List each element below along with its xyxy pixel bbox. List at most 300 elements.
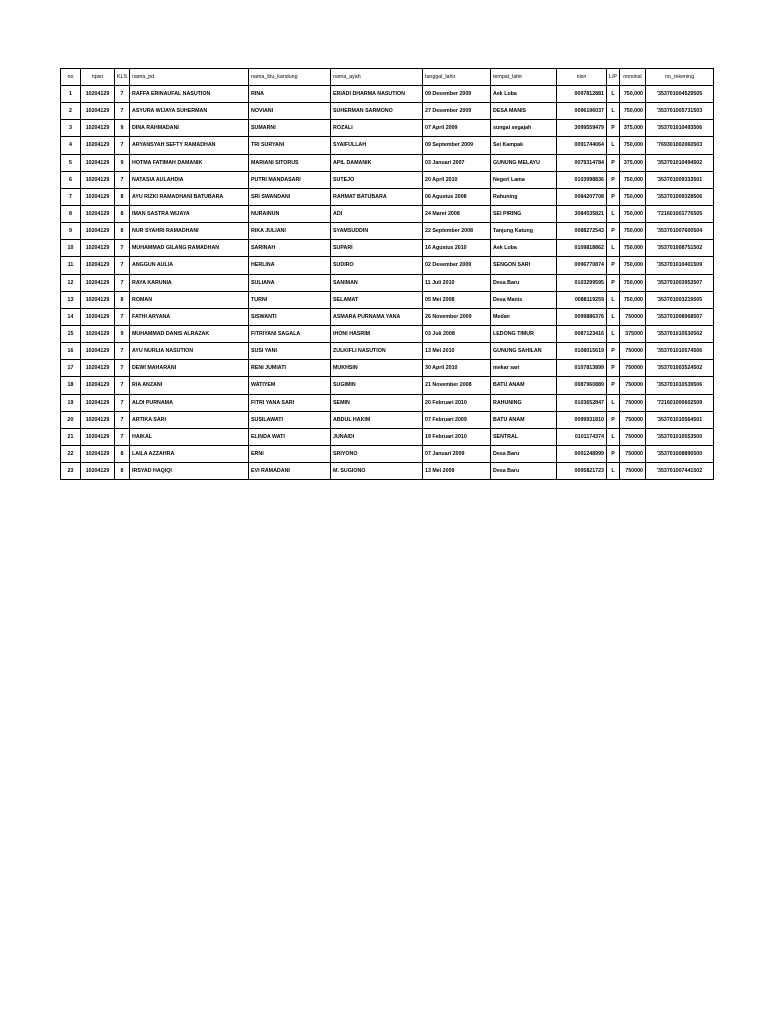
cell-nama-ibu-kandung: SUSILAWATI — [249, 411, 331, 428]
cell-no-rekening: '353701003524502 — [645, 360, 713, 377]
cell-kls: 9 — [115, 154, 130, 171]
cell-tanggal-lahir: 09 September 2009 — [423, 137, 491, 154]
cell-nominal: 750,000 — [619, 137, 645, 154]
cell-nisn: 0087960889 — [557, 377, 607, 394]
cell-tanggal-lahir: 03 Januari 2007 — [423, 154, 491, 171]
cell-nisn: 0109818862 — [557, 240, 607, 257]
table-row — [61, 274, 714, 291]
cell-tempat-lahir: Desa Baru — [491, 463, 557, 480]
cell-nama-pd: MUHAMMAD GILANG RAMADHAN — [130, 240, 249, 257]
cell-npsn: 10204129 — [81, 103, 115, 120]
cell-nisn: 0084207708 — [557, 188, 607, 205]
cell-npsn: 10204129 — [81, 171, 115, 188]
cell-kls: 7 — [115, 377, 130, 394]
cell-nama-pd: RAFFA ERINAUFAL NASUTION — [130, 86, 249, 103]
cell-lp: L — [607, 205, 620, 222]
cell-no-rekening: '721601001776505 — [645, 205, 713, 222]
cell-tempat-lahir: SENTRAL — [491, 428, 557, 445]
cell-nama-ayah: SELAMAT — [331, 291, 423, 308]
cell-lp: P — [607, 120, 620, 137]
cell-kls: 8 — [115, 223, 130, 240]
table-row — [61, 428, 714, 445]
cell-nominal: 750,000 — [619, 240, 645, 257]
cell-tanggal-lahir: 26 November 2009 — [423, 308, 491, 325]
cell-tanggal-lahir: 07 April 2009 — [423, 120, 491, 137]
cell-nama-ayah: MUKHSIN — [331, 360, 423, 377]
cell-tanggal-lahir: 30 April 2010 — [423, 360, 491, 377]
cell-no-rekening: '353701008968507 — [645, 308, 713, 325]
cell-npsn: 10204129 — [81, 120, 115, 137]
table-row — [61, 86, 714, 103]
cell-nama-ibu-kandung: MARIANI SITORUS — [249, 154, 331, 171]
cell-nama-ibu-kandung: TURNI — [249, 291, 331, 308]
table-row — [61, 377, 714, 394]
cell-no: 15 — [61, 325, 81, 342]
cell-nama-pd: MUHAMMAD DANIS ALRAZAK — [130, 325, 249, 342]
cell-kls: 8 — [115, 205, 130, 222]
cell-nama-ibu-kandung: EVI RAMADANI — [249, 463, 331, 480]
cell-nama-ibu-kandung: RINA — [249, 86, 331, 103]
cell-no-rekening: '353701010493506 — [645, 120, 713, 137]
cell-tanggal-lahir: 27 Desember 2009 — [423, 103, 491, 120]
cell-nisn: 0101174374 — [557, 428, 607, 445]
cell-tempat-lahir: SENGON SARI — [491, 257, 557, 274]
cell-nama-pd: AYU NURLIA NASUTION — [130, 343, 249, 360]
cell-nama-ibu-kandung: WATIYEM — [249, 377, 331, 394]
cell-no: 17 — [61, 360, 81, 377]
cell-no: 22 — [61, 445, 81, 462]
cell-no-rekening: '769301002060503 — [645, 137, 713, 154]
column-header-no-rekening: no_rekening — [645, 69, 713, 86]
cell-nama-ibu-kandung: NURAINUN — [249, 205, 331, 222]
cell-kls: 8 — [115, 291, 130, 308]
cell-tempat-lahir: SEI PIRING — [491, 205, 557, 222]
table-row — [61, 411, 714, 428]
cell-kls: 7 — [115, 137, 130, 154]
cell-lp: L — [607, 86, 620, 103]
cell-no: 13 — [61, 291, 81, 308]
cell-tempat-lahir: Desa Manis — [491, 291, 557, 308]
table-row — [61, 308, 714, 325]
cell-nama-pd: ANGGUN AULIA — [130, 257, 249, 274]
cell-no: 21 — [61, 428, 81, 445]
cell-no-rekening: '353701009333501 — [645, 171, 713, 188]
cell-nama-ayah: SUPARI — [331, 240, 423, 257]
cell-npsn: 10204129 — [81, 86, 115, 103]
cell-no: 10 — [61, 240, 81, 257]
cell-nama-ibu-kandung: RENI JUMIATI — [249, 360, 331, 377]
cell-kls: 8 — [115, 463, 130, 480]
cell-no-rekening: '353701008890500 — [645, 445, 713, 462]
cell-nominal: 750000 — [619, 377, 645, 394]
cell-tempat-lahir: BATU ANAM — [491, 411, 557, 428]
column-header-tanggal-lahir: tanggal_lahir — [423, 69, 491, 86]
cell-nama-pd: FATHI ARYANA — [130, 308, 249, 325]
cell-nama-pd: LAILA AZZAHRA — [130, 445, 249, 462]
cell-lp: L — [607, 394, 620, 411]
cell-nominal: 375000 — [619, 325, 645, 342]
table-row — [61, 103, 714, 120]
cell-nama-ayah: M. SUGIONO — [331, 463, 423, 480]
cell-nama-pd: ALDI PURNAMA — [130, 394, 249, 411]
cell-npsn: 10204129 — [81, 291, 115, 308]
cell-nominal: 750000 — [619, 428, 645, 445]
cell-nama-ibu-kandung: NOVIANI — [249, 103, 331, 120]
cell-kls: 7 — [115, 360, 130, 377]
cell-nama-ibu-kandung: SARINAH — [249, 240, 331, 257]
table-row — [61, 257, 714, 274]
cell-nisn: 0087123416 — [557, 325, 607, 342]
cell-no-rekening: '353701010539506 — [645, 377, 713, 394]
cell-no: 23 — [61, 463, 81, 480]
cell-lp: L — [607, 291, 620, 308]
cell-nama-pd: DEWI MAHARANI — [130, 360, 249, 377]
cell-nama-ayah: ABDUL HAKIM — [331, 411, 423, 428]
cell-lp: P — [607, 154, 620, 171]
cell-nominal: 750000 — [619, 343, 645, 360]
cell-nominal: 750,000 — [619, 103, 645, 120]
cell-nama-ayah: ASMARA PURNAMA YANA — [331, 308, 423, 325]
cell-npsn: 10204129 — [81, 394, 115, 411]
cell-nama-ibu-kandung: FITRIYANI SAGALA — [249, 325, 331, 342]
cell-nisn: 0097812881 — [557, 86, 607, 103]
cell-nama-ayah: SUTEJO — [331, 171, 423, 188]
cell-lp: P — [607, 360, 620, 377]
cell-npsn: 10204129 — [81, 223, 115, 240]
cell-kls: 9 — [115, 120, 130, 137]
cell-no-rekening: '353701010564501 — [645, 411, 713, 428]
cell-nama-ibu-kandung: SUSI YANI — [249, 343, 331, 360]
cell-no: 8 — [61, 205, 81, 222]
cell-nama-pd: DINA RAHMADANI — [130, 120, 249, 137]
cell-tanggal-lahir: 03 Juli 2008 — [423, 325, 491, 342]
cell-nama-ayah: RAHMAT BATUBARA — [331, 188, 423, 205]
cell-nisn: 3099559479 — [557, 120, 607, 137]
cell-nama-ayah: SUHERMAN SARMONO — [331, 103, 423, 120]
cell-lp: P — [607, 274, 620, 291]
cell-nama-pd: RAYA KARUNIA — [130, 274, 249, 291]
cell-kls: 8 — [115, 445, 130, 462]
cell-tanggal-lahir: 13 Mei 2010 — [423, 343, 491, 360]
cell-nama-ayah: SUGIMIN — [331, 377, 423, 394]
cell-no: 20 — [61, 411, 81, 428]
cell-nisn: 0099931810 — [557, 411, 607, 428]
cell-nama-ibu-kandung: TRI SURYANI — [249, 137, 331, 154]
cell-nominal: 750000 — [619, 445, 645, 462]
cell-tempat-lahir: LEDONG TIMUR — [491, 325, 557, 342]
cell-tempat-lahir: GUNUNG MELAYU — [491, 154, 557, 171]
cell-tanggal-lahir: 07 Februari 2009 — [423, 411, 491, 428]
table-row — [61, 154, 714, 171]
cell-nama-ibu-kandung: ERNI — [249, 445, 331, 462]
table-row — [61, 325, 714, 342]
cell-nisn: 3084535821 — [557, 205, 607, 222]
cell-tanggal-lahir: 19 Februari 2010 — [423, 428, 491, 445]
cell-tempat-lahir: Aek Loba — [491, 240, 557, 257]
cell-npsn: 10204129 — [81, 325, 115, 342]
cell-npsn: 10204129 — [81, 343, 115, 360]
cell-tanggal-lahir: 22 September 2008 — [423, 223, 491, 240]
cell-nama-ibu-kandung: PUTRI MANDASARI — [249, 171, 331, 188]
cell-tempat-lahir: RAHUNING — [491, 394, 557, 411]
cell-kls: 8 — [115, 188, 130, 205]
cell-nominal: 750000 — [619, 308, 645, 325]
cell-no-rekening: '353701004529505 — [645, 86, 713, 103]
cell-nominal: 375,000 — [619, 154, 645, 171]
cell-tempat-lahir: Desa Baru — [491, 445, 557, 462]
cell-nama-ibu-kandung: SRI SWANDANI — [249, 188, 331, 205]
cell-nominal: 750,000 — [619, 171, 645, 188]
cell-nama-pd: ROMAN — [130, 291, 249, 308]
cell-nominal: 750,000 — [619, 205, 645, 222]
cell-no-rekening: '353701010494502 — [645, 154, 713, 171]
cell-lp: P — [607, 377, 620, 394]
cell-tanggal-lahir: 09 Desember 2009 — [423, 86, 491, 103]
cell-npsn: 10204129 — [81, 240, 115, 257]
cell-npsn: 10204129 — [81, 463, 115, 480]
cell-kls: 7 — [115, 240, 130, 257]
table-row — [61, 240, 714, 257]
cell-nama-pd: IRSYAD HAQIQI — [130, 463, 249, 480]
cell-nama-pd: RIA ANZANI — [130, 377, 249, 394]
cell-lp: L — [607, 137, 620, 154]
table-row — [61, 343, 714, 360]
cell-nama-ibu-kandung: RIKA JULIANI — [249, 223, 331, 240]
cell-nama-ayah: JUNAIDI — [331, 428, 423, 445]
table-row — [61, 463, 714, 480]
cell-no: 11 — [61, 257, 81, 274]
cell-lp: P — [607, 171, 620, 188]
cell-nisn: 0095821723 — [557, 463, 607, 480]
cell-tanggal-lahir: 02 Desember 2009 — [423, 257, 491, 274]
cell-nisn: 0091744064 — [557, 137, 607, 154]
cell-no: 6 — [61, 171, 81, 188]
header-row — [61, 69, 714, 86]
column-header-nama-ayah: nama_ayah — [331, 69, 423, 86]
cell-nisn: 0088119259 — [557, 291, 607, 308]
cell-lp: P — [607, 445, 620, 462]
cell-no: 12 — [61, 274, 81, 291]
table-body — [61, 86, 714, 480]
cell-no: 3 — [61, 120, 81, 137]
cell-nama-ayah: SUDIRO — [331, 257, 423, 274]
cell-nisn: 0108015619 — [557, 343, 607, 360]
cell-no: 14 — [61, 308, 81, 325]
cell-nama-ayah: ADI — [331, 205, 423, 222]
table-row — [61, 120, 714, 137]
cell-nisn: 0096196037 — [557, 103, 607, 120]
cell-tanggal-lahir: 11 Juli 2010 — [423, 274, 491, 291]
cell-tempat-lahir: GUNUNG SAHILAN — [491, 343, 557, 360]
cell-tanggal-lahir: 13 Mei 2009 — [423, 463, 491, 480]
cell-tempat-lahir: BATU ANAM — [491, 377, 557, 394]
cell-nominal: 375,000 — [619, 120, 645, 137]
column-header-lp: L/P — [607, 69, 620, 86]
cell-nama-ibu-kandung: ELINDA WATI — [249, 428, 331, 445]
cell-tempat-lahir: Aek Loba — [491, 86, 557, 103]
cell-nama-pd: HAIKAL — [130, 428, 249, 445]
cell-no-rekening: '353701010530502 — [645, 325, 713, 342]
cell-nominal: 750,000 — [619, 257, 645, 274]
cell-tempat-lahir: Sei Kampak — [491, 137, 557, 154]
cell-no-rekening: '353701008751502 — [645, 240, 713, 257]
cell-kls: 7 — [115, 394, 130, 411]
cell-nama-pd: ARYANSYAH SEFTY RAMADHAN — [130, 137, 249, 154]
cell-npsn: 10204129 — [81, 411, 115, 428]
cell-nama-ayah: SANIMAN — [331, 274, 423, 291]
cell-no-rekening: '353701003953507 — [645, 274, 713, 291]
cell-tempat-lahir: mekar sari — [491, 360, 557, 377]
table-row — [61, 394, 714, 411]
cell-lp: P — [607, 257, 620, 274]
cell-npsn: 10204129 — [81, 205, 115, 222]
cell-kls: 7 — [115, 86, 130, 103]
table-row — [61, 291, 714, 308]
cell-nominal: 750000 — [619, 411, 645, 428]
cell-nama-ibu-kandung: SUMARNI — [249, 120, 331, 137]
cell-npsn: 10204129 — [81, 188, 115, 205]
cell-nisn: 0079314784 — [557, 154, 607, 171]
cell-nisn: 0096770874 — [557, 257, 607, 274]
cell-kls: 7 — [115, 274, 130, 291]
cell-nama-pd: NUR SYAHRI RAMADHANI — [130, 223, 249, 240]
cell-nama-pd: IMAN SASTRA WIJAYA — [130, 205, 249, 222]
cell-nominal: 750,000 — [619, 274, 645, 291]
cell-no-rekening: '721601000602509 — [645, 394, 713, 411]
table-row — [61, 171, 714, 188]
cell-npsn: 10204129 — [81, 377, 115, 394]
cell-tempat-lahir: Rahuning — [491, 188, 557, 205]
cell-tanggal-lahir: 07 Januari 2009 — [423, 445, 491, 462]
column-header-tempat-lahir: tempat_lahir — [491, 69, 557, 86]
cell-no-rekening: '353701005731503 — [645, 103, 713, 120]
cell-kls: 7 — [115, 428, 130, 445]
cell-lp: L — [607, 240, 620, 257]
cell-npsn: 10204129 — [81, 360, 115, 377]
cell-tanggal-lahir: 20 Februari 2010 — [423, 394, 491, 411]
cell-tanggal-lahir: 21 November 2008 — [423, 377, 491, 394]
cell-kls: 7 — [115, 411, 130, 428]
cell-nisn: 0107813899 — [557, 360, 607, 377]
cell-nama-ayah: SYAMSUDDIN — [331, 223, 423, 240]
cell-nominal: 750,000 — [619, 291, 645, 308]
cell-no: 7 — [61, 188, 81, 205]
cell-nama-ayah: IHONI HASRIM — [331, 325, 423, 342]
column-header-kls: KLS — [115, 69, 130, 86]
student-data-table — [60, 68, 714, 480]
cell-nama-ibu-kandung: HERLINA — [249, 257, 331, 274]
table-row — [61, 137, 714, 154]
cell-tempat-lahir: Medan — [491, 308, 557, 325]
cell-kls: 7 — [115, 171, 130, 188]
cell-no: 5 — [61, 154, 81, 171]
cell-nominal: 750000 — [619, 360, 645, 377]
table-row — [61, 360, 714, 377]
column-header-nominal: nominal — [619, 69, 645, 86]
cell-nominal: 750000 — [619, 463, 645, 480]
cell-npsn: 10204129 — [81, 257, 115, 274]
cell-tempat-lahir: Tanjung Katung — [491, 223, 557, 240]
cell-kls: 7 — [115, 308, 130, 325]
cell-npsn: 10204129 — [81, 274, 115, 291]
cell-tanggal-lahir: 06 Agustus 2008 — [423, 188, 491, 205]
cell-no-rekening: '353701003219505 — [645, 291, 713, 308]
cell-tempat-lahir: Desa Baru — [491, 274, 557, 291]
cell-tempat-lahir: sungai segajah — [491, 120, 557, 137]
cell-no: 1 — [61, 86, 81, 103]
cell-nama-pd: NATASIA AULAHDIA — [130, 171, 249, 188]
cell-npsn: 10204129 — [81, 308, 115, 325]
cell-no: 4 — [61, 137, 81, 154]
cell-tanggal-lahir: 05 Mei 2008 — [423, 291, 491, 308]
spreadsheet-sheet — [60, 68, 714, 480]
cell-no-rekening: '353701010401509 — [645, 257, 713, 274]
cell-no-rekening: '353701007600504 — [645, 223, 713, 240]
cell-nama-ayah: ROZALI — [331, 120, 423, 137]
cell-nisn: 0088272543 — [557, 223, 607, 240]
table-row — [61, 205, 714, 222]
cell-nisn: 0103299595 — [557, 274, 607, 291]
cell-nama-pd: AYU RIZKI RAMADHANI BATUBARA — [130, 188, 249, 205]
cell-nominal: 750000 — [619, 394, 645, 411]
cell-lp: P — [607, 343, 620, 360]
cell-tanggal-lahir: 20 April 2010 — [423, 171, 491, 188]
cell-tanggal-lahir: 16 Agustus 2010 — [423, 240, 491, 257]
table-row — [61, 188, 714, 205]
cell-nisn: 0091248999 — [557, 445, 607, 462]
cell-lp: L — [607, 463, 620, 480]
column-header-nisn: nisn — [557, 69, 607, 86]
cell-nominal: 750,000 — [619, 188, 645, 205]
cell-lp: P — [607, 223, 620, 240]
cell-lp: L — [607, 325, 620, 342]
cell-lp: L — [607, 103, 620, 120]
cell-tempat-lahir: DESA MANIS — [491, 103, 557, 120]
cell-nominal: 750,000 — [619, 223, 645, 240]
cell-no: 2 — [61, 103, 81, 120]
cell-no-rekening: '353701009328506 — [645, 188, 713, 205]
column-header-nama-pd: nama_pd — [130, 69, 249, 86]
table-row — [61, 445, 714, 462]
cell-no: 16 — [61, 343, 81, 360]
column-header-no: no — [61, 69, 81, 86]
cell-nama-ayah: ZULKIFLI NASUTION — [331, 343, 423, 360]
cell-nama-ayah: SRIYONO — [331, 445, 423, 462]
cell-lp: L — [607, 308, 620, 325]
cell-lp: L — [607, 428, 620, 445]
table-row — [61, 223, 714, 240]
cell-nama-ibu-kandung: FITRI YANA SARI — [249, 394, 331, 411]
cell-nisn: 0099886376 — [557, 308, 607, 325]
cell-no-rekening: '353701007441502 — [645, 463, 713, 480]
cell-nisn: 0103998836 — [557, 171, 607, 188]
cell-kls: 7 — [115, 103, 130, 120]
cell-no: 19 — [61, 394, 81, 411]
cell-lp: P — [607, 411, 620, 428]
cell-nama-ayah: SYAIFULLAH — [331, 137, 423, 154]
cell-nama-ibu-kandung: SISWANTI — [249, 308, 331, 325]
cell-no-rekening: '353701010553500 — [645, 428, 713, 445]
cell-kls: 9 — [115, 325, 130, 342]
cell-npsn: 10204129 — [81, 428, 115, 445]
cell-nama-ayah: SEMIN — [331, 394, 423, 411]
column-header-nama-ibu-kandung: nama_ibu_kandung — [249, 69, 331, 86]
cell-nama-ibu-kandung: SULIANA — [249, 274, 331, 291]
cell-nisn: 0103652847 — [557, 394, 607, 411]
cell-nominal: 750,000 — [619, 86, 645, 103]
cell-nama-ayah: ERIADI DHARMA NASUTION — [331, 86, 423, 103]
cell-lp: P — [607, 188, 620, 205]
